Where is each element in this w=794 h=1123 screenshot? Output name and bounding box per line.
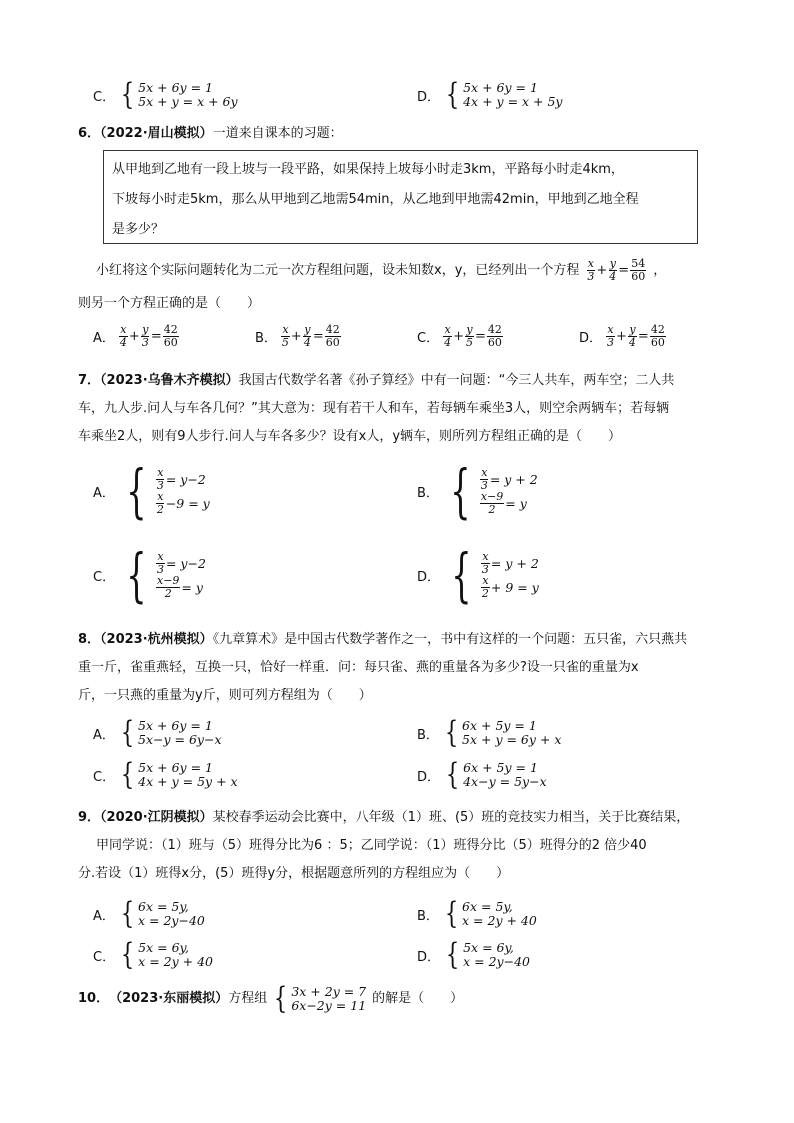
equation-system: [443, 757, 547, 792]
equation-system: [443, 937, 530, 972]
equation-system: [118, 541, 206, 609]
denominator: 3: [480, 478, 488, 492]
numerator: y: [142, 323, 149, 336]
q7-line1: [78, 372, 674, 390]
q8-option-a[interactable]: [93, 715, 222, 750]
q9-option-c[interactable]: [93, 937, 213, 972]
equation-rhs: + 9 = y: [490, 579, 539, 595]
fraction: [163, 324, 179, 349]
equation: 5x + 6y = 1: [138, 80, 213, 95]
q9-option-b[interactable]: [417, 896, 537, 931]
fraction: [480, 491, 504, 516]
option-label: D．: [417, 769, 441, 785]
fraction: [325, 324, 341, 349]
option-label: C．: [93, 949, 116, 965]
denominator: 4: [303, 336, 311, 349]
equals-sign: =: [312, 329, 324, 344]
option-label: B．: [255, 331, 277, 346]
equation: 5x + y = x + 6y: [138, 94, 238, 109]
option-label: D．: [579, 331, 603, 346]
fraction: [156, 575, 180, 600]
equation: x = 2y + 40: [138, 954, 213, 969]
equation-system: [271, 981, 367, 1016]
equation: 6x−2y = 11: [291, 998, 367, 1013]
option-label: C．: [93, 89, 116, 105]
denominator: 5: [281, 336, 289, 349]
denominator: 60: [163, 336, 178, 349]
box-line: 是多少？: [112, 222, 165, 237]
equation-rhs: = y: [505, 495, 527, 511]
denominator: 4: [444, 336, 452, 349]
q7-option-a[interactable]: [93, 457, 210, 525]
fraction: [628, 324, 637, 349]
denominator: 2: [164, 586, 172, 600]
q7-option-c[interactable]: [93, 541, 206, 609]
question-source: （2022·眉山模拟）: [100, 126, 213, 141]
q9-line3: 分.若设（1）班得x分，(5）班得y分，根据题意所列的方程组应为（ ）: [78, 866, 510, 881]
equation: 5x = 6y,: [138, 940, 189, 955]
fraction: [303, 324, 312, 349]
numerator: 42: [163, 323, 178, 336]
q8-option-d[interactable]: [417, 757, 547, 792]
numerator: y: [304, 323, 311, 336]
plus-sign: +: [616, 329, 627, 344]
numerator: x: [482, 549, 489, 563]
q7-line3: 车乘坐2人，则有9人步行.问人与车各多少？设有x人，y辆车，则所列方程组正确的是（ ）: [78, 429, 622, 444]
q8-line2: 重一斤，雀重燕轻，互换一只，恰好一样重．问：每只雀、燕的重量各为多少?设一只雀的重量为x: [78, 660, 639, 675]
brace: {: [120, 937, 135, 972]
brace: {: [120, 757, 135, 792]
denominator: 3: [481, 562, 489, 576]
numerator: 42: [487, 323, 502, 336]
q6-stem: [78, 125, 343, 143]
option-label: A．: [93, 331, 115, 346]
denominator: 2: [488, 502, 496, 516]
question-number: 6．: [78, 126, 101, 141]
numerator: x: [282, 323, 289, 336]
brace: {: [126, 541, 147, 609]
fraction: [630, 258, 646, 283]
q9-option-a[interactable]: [93, 896, 205, 931]
equals-sign: =: [637, 329, 649, 344]
fraction: [156, 491, 165, 516]
equation-rhs: = y−2: [165, 471, 206, 487]
fraction: [156, 467, 165, 492]
numerator: x: [157, 465, 164, 479]
question-text: ，: [653, 262, 667, 278]
brace: {: [120, 715, 135, 750]
equation: 5x = 6y,: [463, 940, 514, 955]
fraction: [481, 575, 490, 600]
denominator: 60: [631, 270, 646, 283]
q9-line1: [78, 809, 689, 827]
fraction: [465, 324, 474, 349]
equation-rhs: −9 = y: [165, 495, 210, 511]
question-text: 方程组: [228, 991, 268, 1006]
brace: {: [445, 77, 460, 112]
given-equation: $\frac{x}{3}$ + $\frac{y}{4}$ = $\frac{54}{60}$: [587, 257, 646, 283]
q9-option-d[interactable]: [417, 937, 530, 972]
denominator: 60: [487, 336, 502, 349]
equation: 3x + 2y = 7: [291, 984, 367, 999]
numerator: 42: [325, 323, 340, 336]
equation: 5x + 6y = 1: [138, 718, 213, 733]
q10-stem: [78, 981, 464, 1016]
equation: 5x + 6y = 1: [463, 80, 538, 95]
brace: {: [445, 937, 460, 972]
denominator: 2: [156, 502, 164, 516]
q7-option-d[interactable]: [417, 541, 539, 609]
equation-system: [118, 715, 222, 750]
question-number: 7．: [78, 373, 101, 388]
fraction: [608, 258, 617, 283]
equation: x = 2y + 40: [462, 913, 537, 928]
q6-option-a[interactable]: [93, 324, 180, 349]
equation-system: [443, 541, 539, 609]
q6-option-c[interactable]: [417, 324, 504, 349]
equation-rhs: = y−2: [165, 555, 206, 571]
option-label: D．: [417, 949, 441, 965]
question-text: 小红将这个实际问题转化为二元一次方程组问题，设未知数x，y，已经列出一个方程: [96, 262, 580, 278]
q6-option-b[interactable]: [255, 324, 342, 349]
brace: {: [274, 981, 288, 1016]
brace: {: [451, 541, 472, 609]
question-source: （2023·东丽模拟）: [109, 991, 229, 1006]
option-label: D．: [417, 569, 441, 585]
question-number: 9．: [78, 810, 101, 825]
fraction: [650, 324, 666, 349]
option-label: D．: [417, 89, 441, 105]
question-source: （2023·乌鲁木齐模拟）: [100, 373, 239, 388]
plus-sign: +: [128, 329, 140, 344]
q8-line1: [78, 631, 687, 649]
denominator: 3: [607, 336, 615, 349]
fraction: [443, 324, 452, 349]
equation-rhs: = y + 2: [490, 555, 539, 571]
option-label: C．: [417, 331, 440, 346]
equation-system: [118, 937, 213, 972]
equation-system: [442, 457, 538, 525]
fraction: [141, 324, 150, 349]
equation: 5x−y = 6y−x: [138, 732, 222, 747]
box-line: 下坡每小时走5km，那么从甲地到乙地需54min，从乙地到甲地需42min，甲地到乙地全程: [112, 192, 639, 207]
equation: 6x + 5y = 1: [463, 760, 538, 775]
option-label: B．: [417, 908, 439, 924]
q9-line2: 甲同学说：（1）班与（5）班得分比为6 ：5；乙同学说：（1）班得分比（5）班得分的2 倍少40: [96, 838, 647, 853]
equation: 4x + y = x + 5y: [463, 94, 563, 109]
q5-option-c[interactable]: [93, 77, 238, 112]
denominator: 60: [325, 336, 340, 349]
plus-sign: +: [290, 329, 302, 344]
equation-rhs: = y + 2: [489, 471, 538, 487]
numerator: x: [444, 323, 451, 336]
question-source: （2020·江阴模拟）: [100, 810, 213, 825]
equation: 5x + 6y = 1: [138, 760, 213, 775]
brace: {: [120, 896, 135, 931]
equation-system: [442, 896, 537, 931]
option-label: C．: [93, 769, 116, 785]
fraction: [119, 324, 128, 349]
equation-system: [118, 757, 238, 792]
numerator: x: [482, 573, 489, 587]
denominator: 3: [156, 478, 164, 492]
numerator: x: [157, 549, 164, 563]
numerator: y: [609, 257, 616, 270]
fraction: [586, 258, 595, 283]
numerator: x: [481, 465, 488, 479]
question-number: 8．: [78, 632, 101, 647]
equation-system: [442, 715, 562, 750]
numerator: 54: [631, 257, 646, 270]
equation-system: [118, 896, 205, 931]
q7-line2: 车，九人步.问人与车各几何？”其大意为：现有若干人和车，若每辆车乘坐3人，则空余两辆车；若每辆: [78, 401, 670, 416]
numerator: x−9: [480, 489, 504, 503]
fraction: [487, 324, 503, 349]
equation: 6x = 5y,: [462, 899, 513, 914]
equation: 5x + y = 6y + x: [462, 732, 562, 747]
equals-sign: =: [474, 329, 486, 344]
option-label: B．: [417, 485, 439, 501]
fraction: [606, 324, 615, 349]
fraction: [480, 467, 489, 492]
denominator: 3: [587, 270, 595, 283]
fraction: [281, 324, 290, 349]
denominator: 4: [628, 336, 636, 349]
option-label: B．: [417, 727, 439, 743]
equation-system: [118, 457, 210, 525]
equation: 6x = 5y,: [138, 899, 189, 914]
question-text: 我国古代数学名著《孙子算经》中有一问题：“今三人共车，两车空；二人共: [238, 373, 675, 388]
numerator: x: [157, 489, 164, 503]
q6-line2: 则另一个方程正确的是（ ）: [78, 296, 261, 311]
brace: {: [450, 457, 471, 525]
fraction: [481, 551, 490, 576]
question-text: 的解是（ ）: [372, 991, 464, 1006]
brace: {: [444, 715, 459, 750]
numerator: x−9: [156, 573, 180, 587]
q8-option-b[interactable]: [417, 715, 562, 750]
equals-sign: =: [150, 329, 162, 344]
option-label: A．: [93, 908, 115, 924]
option-label: A．: [93, 727, 115, 743]
equation: 6x + 5y = 1: [462, 718, 537, 733]
question-text: 《九章算术》是中国古代数学著作之一，书中有这样的一个问题：五只雀，六只燕共: [212, 632, 688, 647]
q5-option-d[interactable]: [417, 77, 563, 112]
numerator: 42: [650, 323, 665, 336]
equation: 4x + y = 5y + x: [138, 774, 238, 789]
equation-system: [118, 77, 238, 112]
denominator: 3: [156, 562, 164, 576]
q6-line1: [96, 258, 666, 283]
equation-system: [443, 77, 563, 112]
numerator: y: [629, 323, 636, 336]
denominator: 4: [609, 270, 617, 283]
numerator: y: [466, 323, 473, 336]
q8-option-c[interactable]: [93, 757, 238, 792]
q8-line3: 斤，一只燕的重量为y斤，则可列方程组为（ ）: [78, 688, 372, 703]
q6-option-d[interactable]: [579, 324, 667, 349]
equation: 4x−y = 5y−x: [463, 774, 547, 789]
question-source: （2023·杭州模拟）: [100, 632, 213, 647]
equation: x = 2y−40: [463, 954, 530, 969]
question-number: 10．: [78, 991, 110, 1006]
numerator: x: [607, 323, 614, 336]
fraction: [156, 551, 165, 576]
equation-rhs: = y: [181, 579, 203, 595]
option-label: A．: [93, 485, 115, 501]
option-label: C．: [93, 569, 116, 585]
denominator: 2: [481, 586, 489, 600]
q6-problem-box: [103, 150, 698, 244]
brace: {: [445, 757, 460, 792]
question-text: 一道来自课本的习题：: [212, 126, 343, 141]
q7-option-b[interactable]: [417, 457, 538, 525]
numerator: x: [120, 323, 127, 336]
brace: {: [126, 457, 147, 525]
denominator: 5: [465, 336, 473, 349]
equation: x = 2y−40: [138, 913, 205, 928]
denominator: 3: [141, 336, 149, 349]
numerator: x: [587, 257, 594, 270]
denominator: 4: [119, 336, 127, 349]
brace: {: [444, 896, 459, 931]
question-text: 某校春季运动会比赛中，八年级（1）班、(5）班的竞技实力相当，关于比赛结果，: [212, 810, 690, 825]
box-line: 从甲地到乙地有一段上坡与一段平路，如果保持上坡每小时走3km，平路每小时走4km，: [112, 162, 624, 177]
plus-sign: +: [453, 329, 464, 344]
brace: {: [120, 77, 135, 112]
denominator: 60: [650, 336, 665, 349]
